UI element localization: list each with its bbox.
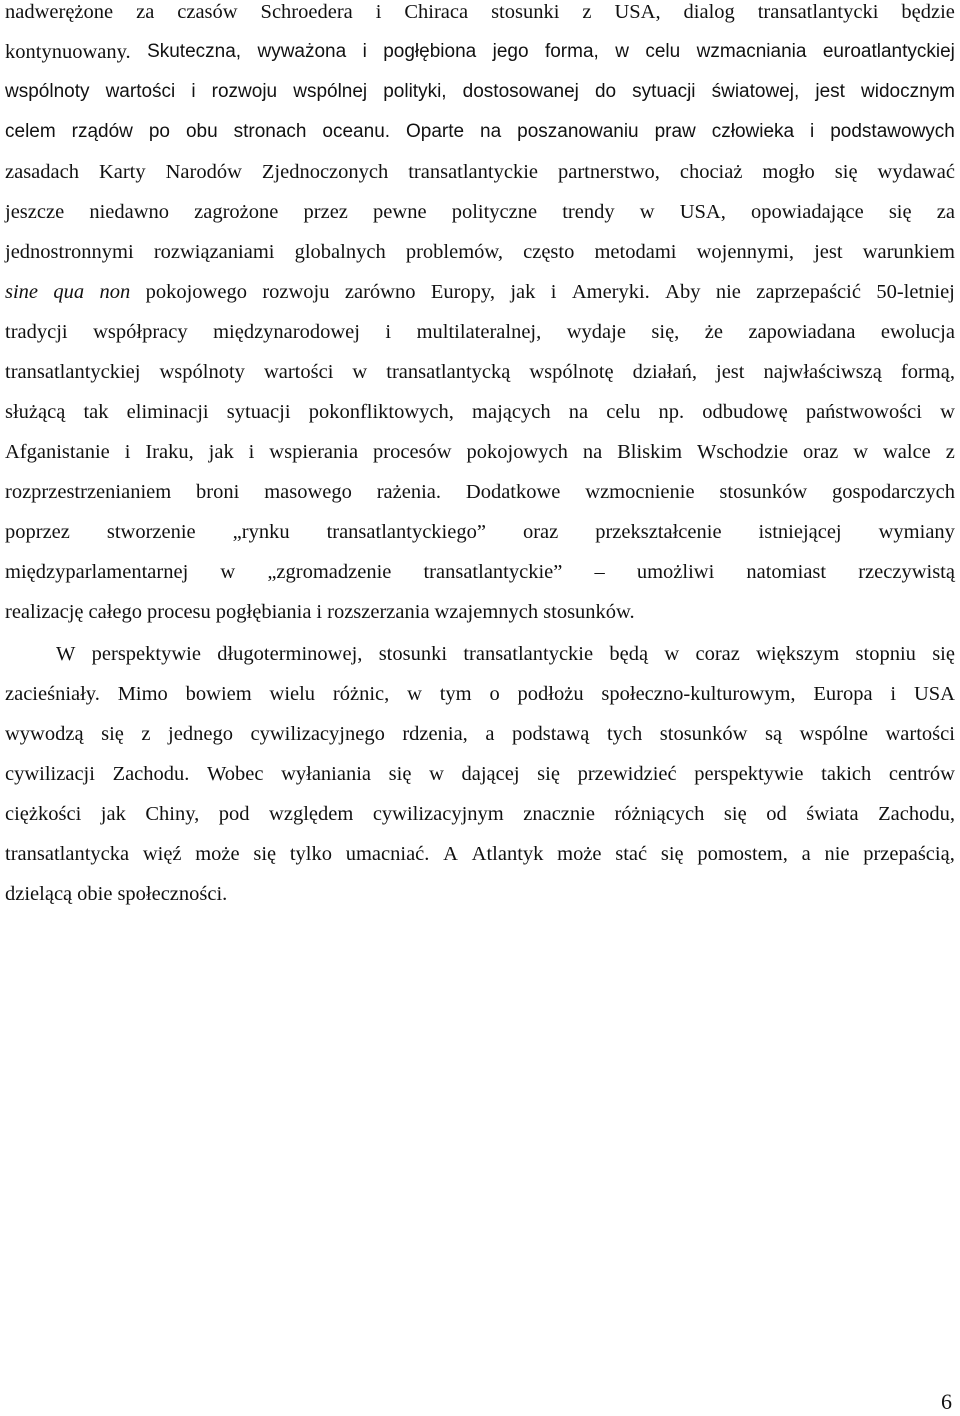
word: może <box>557 843 602 865</box>
word: w <box>639 201 655 223</box>
word: transatlantyckiego” <box>326 521 486 543</box>
word: np. <box>658 401 685 423</box>
word: dzielącą <box>5 883 73 905</box>
word: nadwerężone <box>5 1 114 23</box>
word: cywilizacyjnym <box>372 803 504 825</box>
word: Iraku, <box>145 441 194 463</box>
word: jak <box>510 281 536 303</box>
word: ciężkości <box>5 803 82 825</box>
word: chociaż <box>679 161 743 183</box>
word: tych <box>606 723 643 745</box>
word: rzeczywistą <box>858 561 955 583</box>
word: warunkiem <box>862 241 955 263</box>
word: na <box>568 401 589 423</box>
word: celu <box>606 401 641 423</box>
word: masowego <box>264 481 352 503</box>
word: celem <box>5 121 56 142</box>
text-line <box>5 799 955 829</box>
word: tradycji <box>5 321 68 343</box>
word: są <box>765 723 783 745</box>
word: eliminacji <box>126 401 209 423</box>
word: społeczności. <box>117 883 228 905</box>
word: Zachodu. <box>112 763 190 785</box>
word: partnerstwo, <box>557 161 660 183</box>
word: rozwiązaniami <box>153 241 275 263</box>
word: wyłaniania <box>281 763 372 785</box>
word: wspólnoty <box>5 81 90 102</box>
word: wojennymi, <box>696 241 794 263</box>
word: Europa <box>813 683 873 705</box>
word: umacniać. <box>345 843 430 865</box>
word: a <box>801 843 811 865</box>
word: społeczno-kulturowym, <box>601 683 796 705</box>
word: za <box>936 201 955 223</box>
word: za <box>136 1 155 23</box>
italic-word: non <box>99 281 131 303</box>
word: jego <box>492 41 529 62</box>
word: zarówno <box>344 281 416 303</box>
word: jednostronnymi <box>5 241 134 263</box>
word: procesu <box>147 601 211 623</box>
word: i <box>124 441 131 463</box>
word: świata <box>806 803 859 825</box>
word: różnic, <box>332 683 390 705</box>
word: względem <box>269 803 354 825</box>
word: jest <box>814 241 843 263</box>
text-line <box>5 277 955 307</box>
word: i <box>890 683 897 705</box>
word: przewidzieć <box>577 763 677 785</box>
word: stać <box>615 843 648 865</box>
word: poprzez <box>5 521 70 543</box>
word: Chiny, <box>145 803 200 825</box>
word: o <box>489 683 500 705</box>
text-line <box>5 839 955 869</box>
word: Dodatkowe <box>465 481 561 503</box>
text-line <box>5 117 955 147</box>
word: sytuacji <box>632 81 696 102</box>
word: broni <box>196 481 240 503</box>
text-line <box>5 759 955 789</box>
word: Aby <box>665 281 701 303</box>
word: dostosowanej <box>462 81 579 102</box>
word: oraz <box>803 441 839 463</box>
word: wspólnej <box>293 81 368 102</box>
text-line <box>5 679 955 709</box>
word: światowej, <box>711 81 800 102</box>
word: państwowości <box>805 401 922 423</box>
word: się <box>834 161 858 183</box>
word: tak <box>83 401 109 423</box>
text-line <box>5 197 955 227</box>
word: się <box>101 723 124 745</box>
word: dialog <box>683 1 735 23</box>
word: z <box>582 1 592 23</box>
word: w <box>853 441 869 463</box>
word: celu <box>645 41 681 62</box>
word: wielu <box>269 683 316 705</box>
word: podłożu <box>517 683 584 705</box>
word: pomostem, <box>697 843 788 865</box>
word: praw <box>654 121 696 142</box>
word: całego <box>88 601 143 623</box>
text-line <box>5 0 955 27</box>
word: wydaje <box>566 321 626 343</box>
word: – <box>594 561 605 583</box>
word: cywilizacji <box>5 763 95 785</box>
word: Bliskim <box>617 441 683 463</box>
word: i <box>316 601 323 623</box>
text-line <box>5 879 955 909</box>
word: może <box>195 843 240 865</box>
word: i <box>375 1 382 23</box>
word: walce <box>882 441 931 463</box>
word: czasów <box>177 1 238 23</box>
word: zacieśniały. <box>5 683 100 705</box>
word: zasadach <box>5 161 79 183</box>
word: zapowiadana <box>748 321 856 343</box>
word: międzyparlamentarnej <box>5 561 189 583</box>
page-number: 6 <box>941 1389 952 1414</box>
word: się <box>932 643 955 665</box>
text-line <box>5 557 955 587</box>
word: podstawą <box>511 723 590 745</box>
word: stosunków. <box>543 601 635 623</box>
word: bowiem <box>185 683 252 705</box>
word: „rynku <box>232 521 290 543</box>
text-line <box>5 77 955 107</box>
word: multilateralnej, <box>416 321 542 343</box>
word: A <box>443 843 458 865</box>
word: stopniu <box>855 643 916 665</box>
text-line <box>5 317 955 347</box>
word: się <box>723 803 747 825</box>
word: na <box>582 441 603 463</box>
word: do <box>594 81 617 102</box>
word: Oparte <box>406 121 465 142</box>
word: wywodzą <box>5 723 84 745</box>
word: zagrożone <box>194 201 279 223</box>
word: transatlantyckiej <box>5 361 141 383</box>
word: na <box>480 121 502 142</box>
word: Narodów <box>165 161 242 183</box>
word: wartości <box>263 361 334 383</box>
text-line <box>5 237 955 267</box>
word: rdzenia, <box>402 723 468 745</box>
word: i <box>550 281 557 303</box>
word: metodami <box>594 241 677 263</box>
word: się <box>537 763 560 785</box>
word: forma, <box>544 41 599 62</box>
word: często <box>523 241 575 263</box>
word: rozwoju <box>262 281 330 303</box>
word: jeszcze <box>5 201 65 223</box>
word: pogłębiona <box>383 41 477 62</box>
word: Chiraca <box>404 1 469 23</box>
word: natomiast <box>746 561 827 583</box>
word: opowiadające <box>750 201 864 223</box>
word: wspólnotę <box>529 361 614 383</box>
word: pod <box>218 803 250 825</box>
word: transatlantycką <box>386 361 511 383</box>
word: transatlantyckie <box>463 643 594 665</box>
word: nie <box>824 843 850 865</box>
text-line <box>5 517 955 547</box>
word: procesów <box>373 441 452 463</box>
word: w <box>615 41 629 62</box>
word: stronach <box>233 121 307 142</box>
word: USA, <box>614 1 661 23</box>
text-line <box>5 477 955 507</box>
word: się <box>888 201 912 223</box>
word: człowieka <box>711 121 795 142</box>
word: tym <box>439 683 472 705</box>
word: kontynuowany. <box>5 41 131 63</box>
word: i <box>385 321 392 343</box>
word: jednego <box>168 723 233 745</box>
word: i <box>191 81 196 102</box>
word: wzmacniania <box>696 41 807 62</box>
word: jest <box>815 81 845 102</box>
word: w <box>664 643 680 665</box>
word: z <box>945 441 955 463</box>
word: jest <box>716 361 745 383</box>
word: wartości <box>105 81 176 102</box>
word: rozprzestrzenianiem <box>5 481 172 503</box>
word: Skuteczna, <box>147 41 242 62</box>
word: realizację <box>5 601 84 623</box>
word: się <box>388 763 412 785</box>
word: transatlantycka <box>5 843 130 865</box>
word: stosunków <box>659 723 748 745</box>
word: oceanu. <box>322 121 391 142</box>
word: znacznie <box>523 803 595 825</box>
word: przepaścią, <box>863 843 955 865</box>
word: stosunki <box>378 643 448 665</box>
word: współpracy <box>93 321 188 343</box>
word: widocznym <box>861 81 955 102</box>
word: perspektywie <box>91 643 201 665</box>
word: najwłaściwszą <box>763 361 882 383</box>
word: wspierania <box>269 441 359 463</box>
word: globalnych <box>294 241 386 263</box>
word: tylko <box>289 843 333 865</box>
word: takich <box>821 763 872 785</box>
word: po <box>148 121 170 142</box>
word: i <box>810 121 815 142</box>
word: wspólnoty <box>159 361 245 383</box>
word: stosunki <box>491 1 560 23</box>
word: transatlantycki <box>757 1 879 23</box>
word: euroatlantyckiej <box>822 41 955 62</box>
italic-word: sine <box>5 281 39 303</box>
word: więź <box>142 843 182 865</box>
word: Ameryki. <box>571 281 650 303</box>
word: wydawać <box>877 161 955 183</box>
word: wyważona <box>257 41 347 62</box>
word: transatlantyckie” <box>423 561 563 583</box>
word: Atlantyk <box>471 843 544 865</box>
word: Zachodu, <box>878 803 955 825</box>
word: problemów, <box>405 241 503 263</box>
text-line <box>5 437 955 467</box>
word: pokonfliktowych, <box>308 401 454 423</box>
word: w <box>352 361 368 383</box>
word: Afganistanie <box>5 441 110 463</box>
word: Zjednoczonych <box>261 161 389 183</box>
word: cywilizacyjnego <box>250 723 385 745</box>
word: i <box>362 41 367 62</box>
word: różniących <box>614 803 705 825</box>
word: gospodarczych <box>832 481 955 503</box>
word: nie <box>715 281 741 303</box>
word: „zgromadzenie <box>267 561 392 583</box>
word: W <box>56 643 76 665</box>
word: formą, <box>900 361 955 383</box>
word: rozszerzania <box>327 601 430 623</box>
word: będą <box>609 643 649 665</box>
word: mogło <box>762 161 815 183</box>
word: trendy <box>562 201 615 223</box>
word: działań, <box>632 361 697 383</box>
text-line <box>5 597 955 627</box>
word: zaprzepaścić <box>756 281 861 303</box>
word: przekształcenie <box>595 521 722 543</box>
word: perspektywie <box>694 763 804 785</box>
word: polityczne <box>451 201 538 223</box>
word: obu <box>185 121 218 142</box>
word: wymiany <box>878 521 955 543</box>
word: że <box>704 321 723 343</box>
word: pewne <box>373 201 427 223</box>
word: przez <box>303 201 348 223</box>
word: mających <box>472 401 551 423</box>
word: stosunków <box>719 481 808 503</box>
word: rozwoju <box>211 81 278 102</box>
word: dającej <box>461 763 520 785</box>
text-line <box>5 719 955 749</box>
text-line <box>56 639 955 669</box>
word: w <box>940 401 955 423</box>
word: Mimo <box>117 683 168 705</box>
word: USA, <box>679 201 726 223</box>
word: wzmocnienie <box>585 481 695 503</box>
word: w <box>220 561 236 583</box>
word: USA <box>913 683 955 705</box>
text-line <box>5 357 955 387</box>
word: pogłębiania <box>215 601 312 623</box>
word: wartości <box>885 723 955 745</box>
text-line <box>5 37 955 67</box>
word: sytuacji <box>226 401 291 423</box>
word: rządów <box>71 121 133 142</box>
word: będzie <box>901 1 955 23</box>
word: większym <box>756 643 840 665</box>
word: długoterminowej, <box>217 643 363 665</box>
text-line <box>5 397 955 427</box>
word: Wschodzie <box>696 441 789 463</box>
word: i <box>248 441 255 463</box>
word: Karty <box>98 161 146 183</box>
word: coraz <box>695 643 740 665</box>
word: a <box>485 723 495 745</box>
word: się <box>660 843 684 865</box>
word: międzynarodowej <box>213 321 360 343</box>
word: obie <box>77 883 113 905</box>
text-line <box>5 157 955 187</box>
word: poszanowaniu <box>517 121 639 142</box>
word: pokojowego <box>145 281 247 303</box>
word: służącą <box>5 401 66 423</box>
word: odbudowę <box>702 401 788 423</box>
word: 50-letniej <box>876 281 955 303</box>
word: Schroedera <box>260 1 353 23</box>
word: się, <box>651 321 680 343</box>
word: wspólne <box>799 723 868 745</box>
word: umożliwi <box>636 561 715 583</box>
italic-word: qua <box>53 281 85 303</box>
word: centrów <box>888 763 955 785</box>
word: rażenia. <box>376 481 442 503</box>
word: wzajemnych <box>434 601 539 623</box>
word: z <box>141 723 151 745</box>
word: w <box>429 763 444 785</box>
word: ewolucja <box>880 321 955 343</box>
word: od <box>766 803 787 825</box>
word: istniejącej <box>758 521 842 543</box>
word: podstawowych <box>830 121 955 142</box>
word: Wobec <box>207 763 264 785</box>
word: jak <box>208 441 234 463</box>
word: Europy, <box>430 281 495 303</box>
word: polityki, <box>383 81 447 102</box>
word: się <box>253 843 277 865</box>
word: niedawno <box>89 201 170 223</box>
word: oraz <box>522 521 559 543</box>
word: transatlantyckie <box>408 161 538 183</box>
word: stworzenie <box>106 521 196 543</box>
word: pokojowych <box>466 441 568 463</box>
word: w <box>407 683 422 705</box>
word: jak <box>100 803 126 825</box>
